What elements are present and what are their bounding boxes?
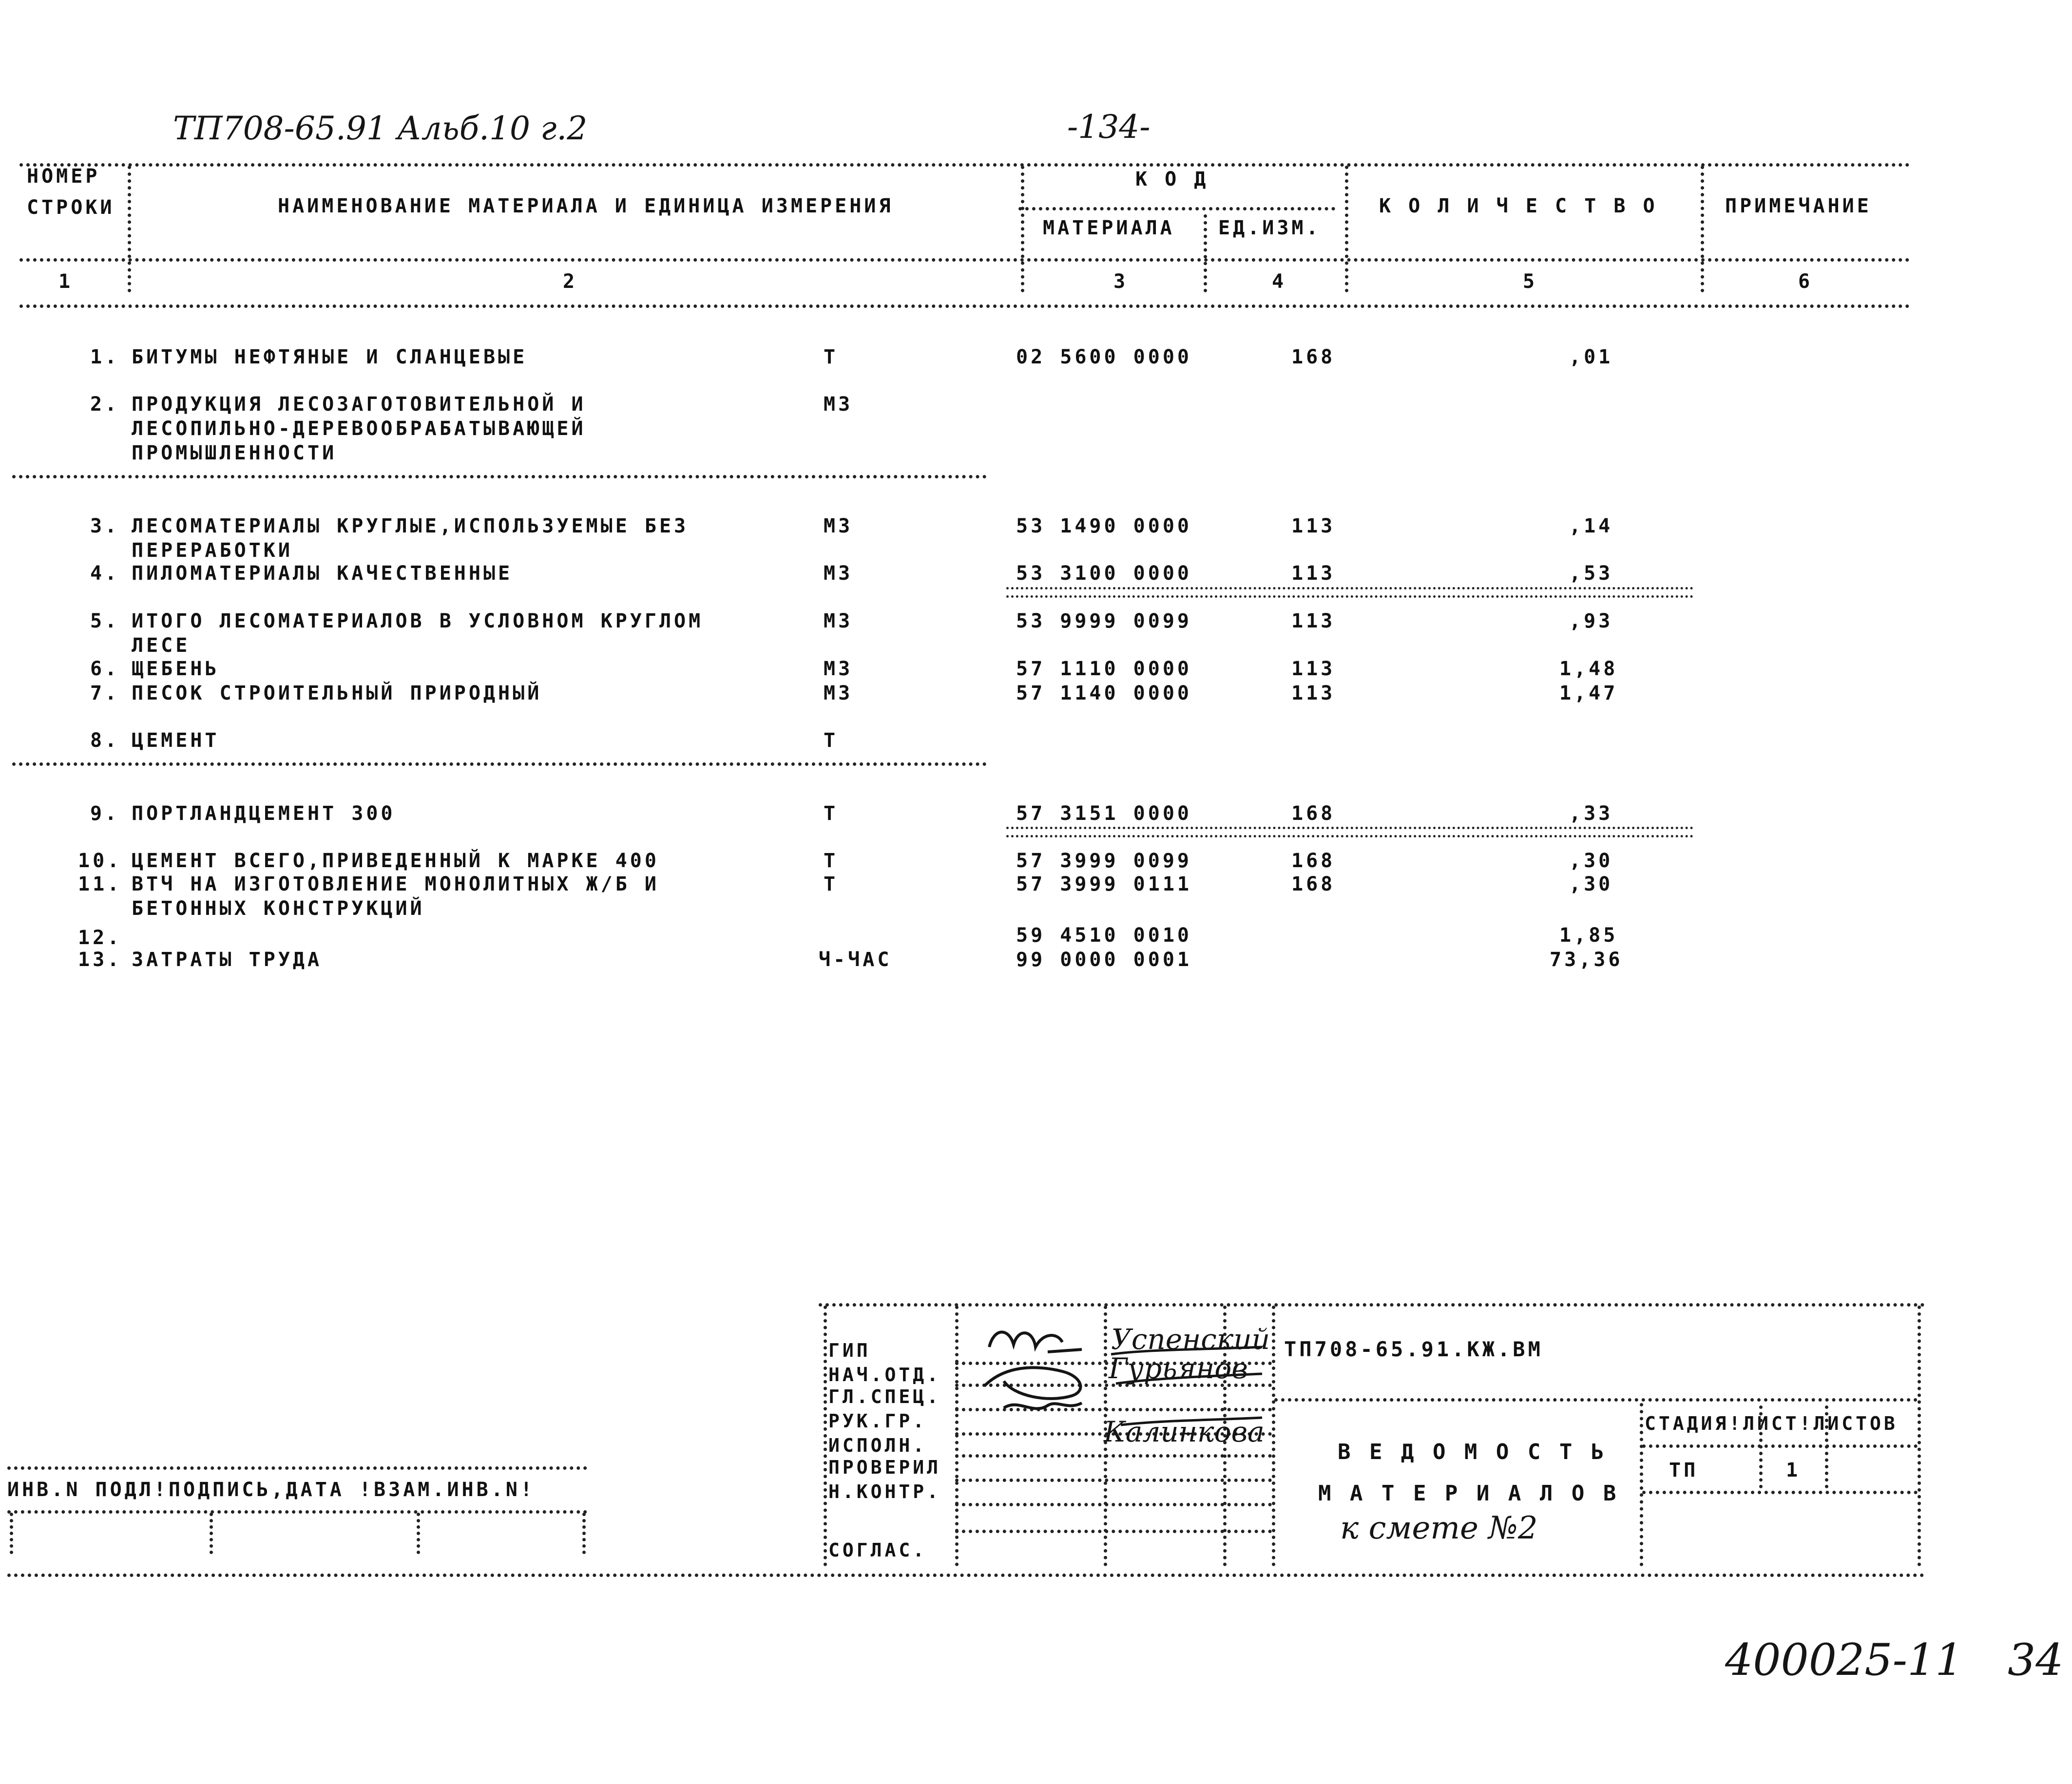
unit-code: 168 [1291, 850, 1336, 872]
quantity: ,93 [1569, 610, 1613, 632]
unit-code: 113 [1291, 682, 1336, 704]
row-number: 5. [90, 610, 120, 632]
row-number: 6. [90, 658, 120, 680]
unit-code: 168 [1291, 346, 1336, 368]
material-name: ПРОДУКЦИЯ ЛЕСОЗАГОТОВИТЕЛЬНОЙ И ЛЕСОПИЛЬНО-ДЕРЕВООБРАБАТЫВАЮЩЕЙ ПРОМЫШЛЕННОСТИ [132, 393, 586, 464]
material-unit: М3 [824, 682, 853, 704]
signature-mark-1 [975, 1318, 1101, 1425]
material-name: ПЕСОК СТРОИТЕЛЬНЫЙ ПРИРОДНЫЙ [132, 682, 542, 704]
material-name: БИТУМЫ НЕФТЯНЫЕ И СЛАНЦЕВЫЕ [132, 346, 528, 368]
stage-value: ТП [1669, 1459, 1699, 1481]
material-code: 57 3151 0000 [1016, 802, 1192, 825]
col-number-5: 5 [1523, 270, 1538, 293]
document-code: ТП708-65.91.КЖ.ВМ [1284, 1337, 1543, 1361]
title-materials: М А Т Е Р И А Л О В [1318, 1481, 1619, 1506]
quantity: 73,36 [1550, 949, 1623, 971]
material-code: 02 5600 0000 [1016, 346, 1192, 368]
quantity: ,33 [1569, 802, 1613, 825]
unit-code: 113 [1291, 658, 1336, 680]
header-code: К О Д [1135, 168, 1209, 190]
unit-code: 113 [1291, 610, 1336, 632]
quantity: ,01 [1569, 346, 1613, 368]
role-gip: ГИП [828, 1340, 871, 1361]
row-number: 10. [78, 850, 122, 872]
row-number: 11. [78, 873, 122, 895]
material-unit: Т [824, 346, 839, 368]
unit-code: 113 [1291, 515, 1336, 537]
material-unit: Т [824, 729, 839, 752]
row-number: 8. [90, 729, 120, 752]
row-number: 2. [90, 393, 120, 416]
material-code: 53 1490 0000 [1016, 515, 1192, 537]
material-name: ПИЛОМАТЕРИАЛЫ КАЧЕСТВЕННЫЕ [132, 562, 513, 585]
material-code: 57 1140 0000 [1016, 682, 1192, 704]
header-name: НАИМЕНОВАНИЕ МАТЕРИАЛА И ЕДИНИЦА ИЗМЕРЕНИЯ [278, 195, 894, 217]
unit-code: 168 [1291, 802, 1336, 825]
material-unit: Т [824, 850, 839, 872]
role-norm-control: Н.КОНТР. [828, 1481, 941, 1502]
row-number: 7. [90, 682, 120, 704]
material-unit: М3 [824, 610, 853, 632]
material-unit: М3 [824, 562, 853, 585]
role-head-dept: НАЧ.ОТД. [828, 1364, 941, 1385]
role-agreed: СОГЛАС. [828, 1539, 927, 1561]
material-unit: Ч-ЧАС [819, 949, 892, 971]
sheet-value: 1 [1786, 1459, 1801, 1481]
material-unit: М3 [824, 393, 853, 416]
material-code: 53 9999 0099 [1016, 610, 1192, 632]
material-code: 59 4510 0010 [1016, 924, 1192, 947]
material-unit: Т [824, 802, 839, 825]
material-code: 53 3100 0000 [1016, 562, 1192, 585]
row-number: 3. [90, 515, 120, 537]
row-number: 1. [90, 346, 120, 368]
col-number-2: 2 [563, 270, 578, 293]
signature-mark-2 [1106, 1325, 1267, 1437]
inventory-stamp-labels: ИНВ.N ПОДЛ!ПОДПИСЬ,ДАТА !ВЗАМ.ИНВ.N! [7, 1479, 535, 1501]
role-chief-spec: ГЛ.СПЕЦ. [828, 1386, 941, 1407]
quantity: ,53 [1569, 562, 1613, 585]
col-number-4: 4 [1272, 270, 1287, 293]
header-note: ПРИМЕЧАНИЕ [1725, 195, 1872, 217]
title-estimate: к смете №2 [1340, 1510, 1538, 1546]
material-name: ЦЕМЕНТ [132, 729, 220, 752]
role-group-lead: РУК.ГР. [828, 1410, 927, 1432]
page-number: -134- [1067, 108, 1151, 146]
material-code: 57 1110 0000 [1016, 658, 1192, 680]
quantity: ,30 [1569, 873, 1613, 895]
material-name: ИТОГО ЛЕСОМАТЕРИАЛОВ В УСЛОВНОМ КРУГЛОМ ЛЕСЕ [132, 610, 704, 657]
header-row-number: НОМЕР СТРОКИ [27, 165, 115, 219]
row-number: 12. [78, 927, 122, 949]
unit-code: 168 [1291, 873, 1336, 895]
material-name: ЛЕСОМАТЕРИАЛЫ КРУГЛЫЕ,ИСПОЛЬЗУЕМЫЕ БЕЗ ПЕРЕРАБОТКИ [132, 515, 689, 562]
material-code: 99 0000 0001 [1016, 949, 1192, 971]
material-name: ЩЕБЕНЬ [132, 658, 220, 680]
header-code-unit: ЕД.ИЗМ. [1218, 217, 1321, 239]
quantity: 1,48 [1559, 658, 1618, 680]
stage-header: СТАДИЯ!ЛИСТ!ЛИСТОВ [1645, 1413, 1898, 1434]
unit-code: 113 [1291, 562, 1336, 585]
material-name: ЗАТРАТЫ ТРУДА [132, 949, 323, 971]
role-checked: ПРОВЕРИЛ [828, 1457, 941, 1478]
material-unit: Т [824, 873, 839, 895]
title-statement: В Е Д О М О С Т Ь [1338, 1440, 1607, 1464]
material-name: ЦЕМЕНТ ВСЕГО,ПРИВЕДЕННЫЙ К МАРКЕ 400 [132, 850, 659, 872]
material-unit: М3 [824, 515, 853, 537]
material-name: ПОРТЛАНДЦЕМЕНТ 300 [132, 802, 396, 825]
quantity: ,14 [1569, 515, 1613, 537]
row-number: 4. [90, 562, 120, 585]
header-quantity: К О Л И Ч Е С Т В О [1379, 195, 1658, 217]
material-code: 57 3999 0111 [1016, 873, 1192, 895]
document-reference: ТП708-65.91 Альб.10 г.2 [173, 110, 588, 147]
material-unit: М3 [824, 658, 853, 680]
col-number-6: 6 [1798, 270, 1813, 293]
header-code-material: МАТЕРИАЛА [1043, 217, 1175, 239]
signature-name-2: Гурьянов [1109, 1352, 1248, 1385]
col-number-1: 1 [58, 270, 74, 293]
quantity: 1,85 [1559, 924, 1618, 947]
sheet-number: 34 [2008, 1634, 2064, 1686]
material-name: ВТЧ НА ИЗГОТОВЛЕНИЕ МОНОЛИТНЫХ Ж/Б И БЕТОННЫХ КОНСТРУКЦИЙ [132, 873, 659, 920]
signature-name-1: Успенский [1111, 1323, 1270, 1356]
quantity: 1,47 [1559, 682, 1618, 704]
quantity: ,30 [1569, 850, 1613, 872]
role-executor: ИСПОЛН. [828, 1435, 927, 1456]
row-number: 13. [78, 949, 122, 971]
inventory-number: 400025-11 [1725, 1634, 1963, 1686]
row-number: 9. [90, 802, 120, 825]
col-number-3: 3 [1113, 270, 1129, 293]
material-code: 57 3999 0099 [1016, 850, 1192, 872]
signature-name-3: Калинкова [1104, 1415, 1265, 1448]
